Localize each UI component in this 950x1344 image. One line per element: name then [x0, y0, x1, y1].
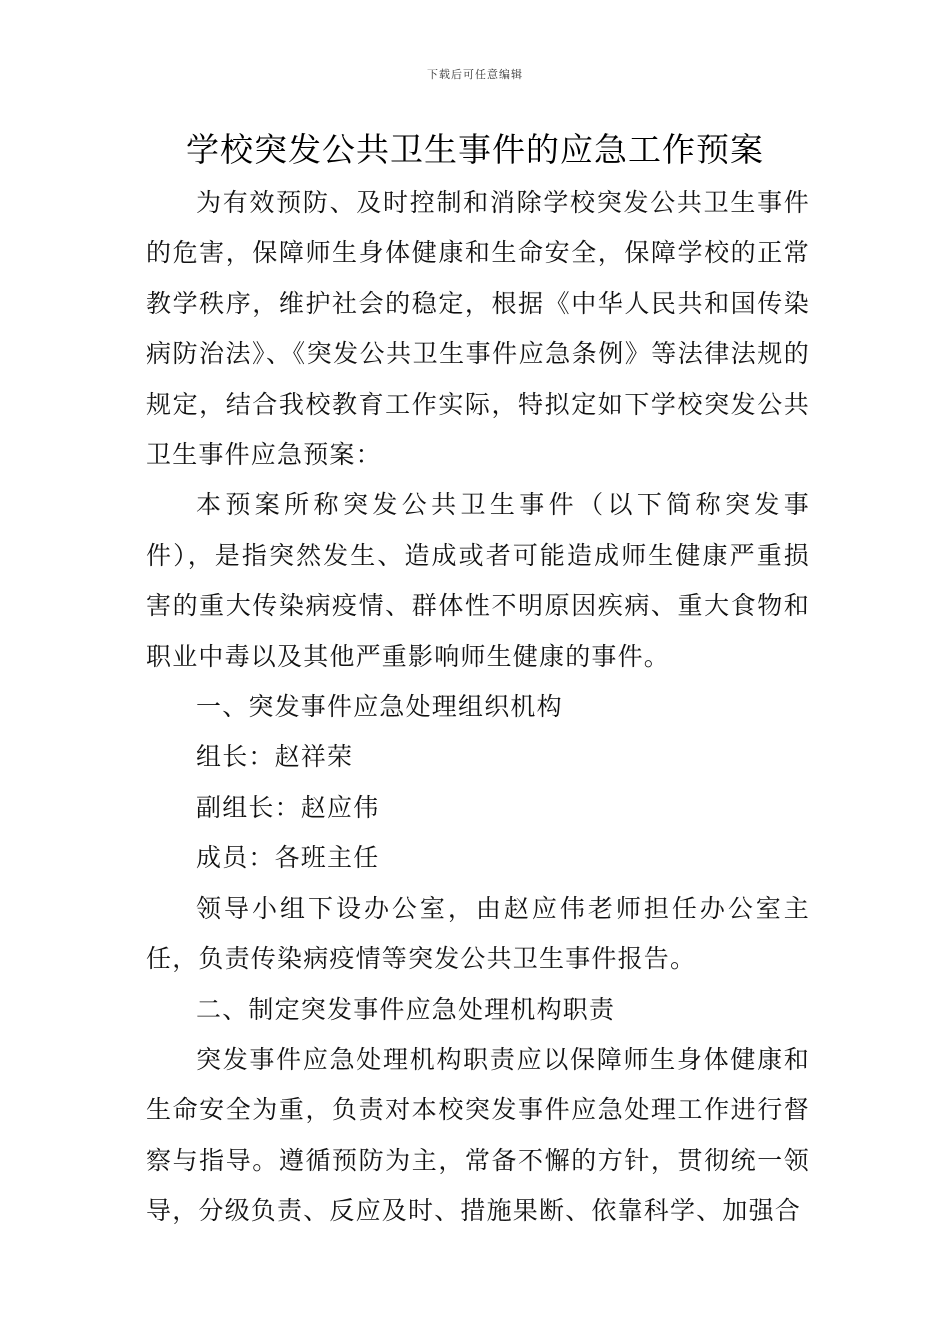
- paragraph-members: 成员：各班主任: [196, 843, 380, 873]
- paragraph-leader: 组长：赵祥荣: [196, 742, 354, 772]
- paragraph-intro: 为有效预防、及时控制和消除学校突发公共卫生事件的危害，保障师生身体健康和生命安全，保障学校的正常教学秩序，维护社会的稳定，根据《中华人民共和国传染病防治法》、《突发公共卫生事件应急条例》等法律法规的规定，结合我校教育工作实际，特拟定如下学校突发公共卫生事件应急预案：: [146, 188, 810, 470]
- paragraph-office: 领导小组下设办公室，由赵应伟老师担任办公室主任，负责传染病疫情等突发公共卫生事件报告。: [146, 893, 810, 974]
- document-body: [146, 178, 810, 1237]
- paragraph-deputy-leader: 副组长：赵应伟: [196, 792, 380, 822]
- section-heading-2: 二、制定突发事件应急处理机构职责: [196, 994, 616, 1024]
- header-note: 下载后可任意编辑: [427, 68, 523, 81]
- paragraph-duties: 突发事件应急处理机构职责应以保障师生身体健康和生命安全为重，负责对本校突发事件应急处理工作进行督察与指导。遵循预防为主，常备不懈的方针，贯彻统一领导，分级负责、反应及时、措施果断、依靠科学、加强合: [146, 1044, 810, 1226]
- paragraph-definition: 本预案所称突发公共卫生事件（以下简称突发事件），是指突然发生、造成或者可能造成师生健康严重损害的重大传染病疫情、群体性不明原因疾病、重大食物和职业中毒以及其他严重影响师生健康的事件。: [146, 490, 810, 671]
- document-title: 学校突发公共卫生事件的应急工作预案: [186, 130, 764, 169]
- section-heading-1: 一、突发事件应急处理组织机构: [196, 692, 563, 722]
